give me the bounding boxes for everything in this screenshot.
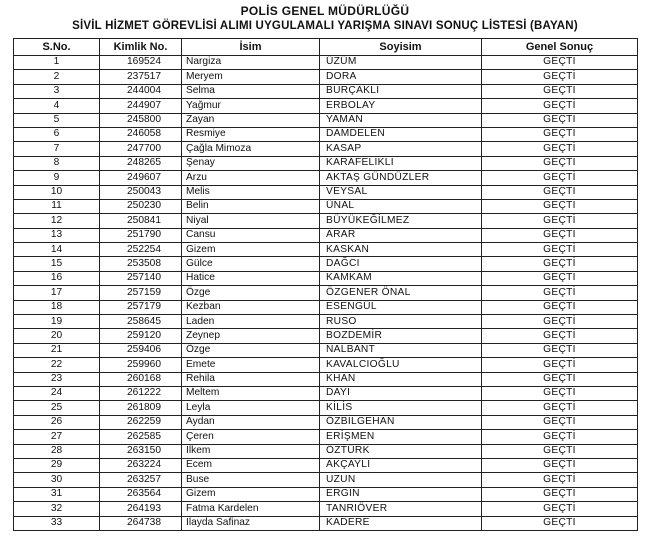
cell-genel-sonuc: GEÇTİ xyxy=(482,300,638,314)
cell-sno: 6 xyxy=(14,127,100,141)
cell-kimlik-no: 250230 xyxy=(100,199,182,213)
cell-sno: 16 xyxy=(14,271,100,285)
cell-soyisim: ÖZGENER ÖNAL xyxy=(320,286,482,300)
header-genel-sonuc: Genel Sonuç xyxy=(482,39,638,56)
table-row xyxy=(14,473,638,487)
cell-sno: 11 xyxy=(14,199,100,213)
header-isim: İsim xyxy=(182,39,320,56)
cell-sno: 23 xyxy=(14,372,100,386)
cell-genel-sonuc: GEÇTİ xyxy=(482,70,638,84)
cell-soyisim: ÖZTÜRK xyxy=(320,444,482,458)
cell-kimlik-no: 247700 xyxy=(100,142,182,156)
cell-kimlik-no: 250841 xyxy=(100,214,182,228)
cell-genel-sonuc: GEÇTİ xyxy=(482,401,638,415)
cell-sno: 13 xyxy=(14,228,100,242)
cell-sno: 29 xyxy=(14,458,100,472)
cell-soyisim: ERBOLAY xyxy=(320,99,482,113)
cell-sno: 7 xyxy=(14,142,100,156)
header-soyisim: Soyisim xyxy=(320,39,482,56)
cell-soyisim: KAMKAM xyxy=(320,271,482,285)
cell-soyisim: ÜNAL xyxy=(320,199,482,213)
cell-isim: Hatice xyxy=(182,271,320,285)
cell-kimlik-no: 251790 xyxy=(100,228,182,242)
cell-soyisim: BURÇAKLI xyxy=(320,84,482,98)
cell-isim: Çeren xyxy=(182,430,320,444)
table-header-row xyxy=(14,39,638,56)
cell-soyisim: DAMDELEN xyxy=(320,127,482,141)
table-row xyxy=(14,56,638,70)
table-row xyxy=(14,430,638,444)
cell-isim: Rehila xyxy=(182,372,320,386)
cell-genel-sonuc: GEÇTİ xyxy=(482,343,638,357)
table-row xyxy=(14,444,638,458)
table-row xyxy=(14,214,638,228)
cell-genel-sonuc: GEÇTİ xyxy=(482,199,638,213)
table-row xyxy=(14,257,638,271)
cell-genel-sonuc: GEÇTİ xyxy=(482,156,638,170)
cell-genel-sonuc: GEÇTİ xyxy=(482,271,638,285)
cell-kimlik-no: 244004 xyxy=(100,84,182,98)
cell-kimlik-no: 252254 xyxy=(100,243,182,257)
cell-isim: Gülce xyxy=(182,257,320,271)
cell-isim: Gizem xyxy=(182,487,320,501)
cell-soyisim: BÜYÜKEĞİLMEZ xyxy=(320,214,482,228)
table-body xyxy=(14,56,638,531)
cell-isim: Şenay xyxy=(182,156,320,170)
results-table xyxy=(13,38,638,531)
cell-genel-sonuc: GEÇTİ xyxy=(482,358,638,372)
cell-soyisim: AKÇAYLI xyxy=(320,458,482,472)
cell-genel-sonuc: GEÇTİ xyxy=(482,257,638,271)
cell-kimlik-no: 248265 xyxy=(100,156,182,170)
cell-soyisim: DAYI xyxy=(320,386,482,400)
table-row xyxy=(14,401,638,415)
cell-sno: 18 xyxy=(14,300,100,314)
cell-sno: 27 xyxy=(14,430,100,444)
cell-sno: 8 xyxy=(14,156,100,170)
cell-soyisim: KHAN xyxy=(320,372,482,386)
cell-soyisim: KASKAN xyxy=(320,243,482,257)
cell-kimlik-no: 259120 xyxy=(100,329,182,343)
table-row xyxy=(14,185,638,199)
cell-soyisim: DORA xyxy=(320,70,482,84)
cell-kimlik-no: 263224 xyxy=(100,458,182,472)
cell-kimlik-no: 237517 xyxy=(100,70,182,84)
cell-genel-sonuc: GEÇTİ xyxy=(482,444,638,458)
cell-genel-sonuc: GEÇTİ xyxy=(482,228,638,242)
table-row xyxy=(14,199,638,213)
cell-genel-sonuc: GEÇTİ xyxy=(482,171,638,185)
cell-sno: 25 xyxy=(14,401,100,415)
cell-genel-sonuc: GEÇTİ xyxy=(482,84,638,98)
cell-isim: Buse xyxy=(182,473,320,487)
cell-kimlik-no: 259406 xyxy=(100,343,182,357)
cell-soyisim: TANRIÖVER xyxy=(320,502,482,516)
table-row xyxy=(14,286,638,300)
cell-isim: Niyal xyxy=(182,214,320,228)
cell-genel-sonuc: GEÇTİ xyxy=(482,185,638,199)
cell-kimlik-no: 245800 xyxy=(100,113,182,127)
cell-sno: 15 xyxy=(14,257,100,271)
cell-isim: Zeynep xyxy=(182,329,320,343)
cell-soyisim: RUSO xyxy=(320,315,482,329)
cell-sno: 21 xyxy=(14,343,100,357)
table-row xyxy=(14,458,638,472)
cell-isim: İlayda Safinaz xyxy=(182,516,320,530)
cell-genel-sonuc: GEÇTİ xyxy=(482,142,638,156)
table-row xyxy=(14,343,638,357)
cell-soyisim: ÖZBİLGEHAN xyxy=(320,415,482,429)
cell-sno: 17 xyxy=(14,286,100,300)
cell-soyisim: ESENGÜL xyxy=(320,300,482,314)
cell-genel-sonuc: GEÇTİ xyxy=(482,458,638,472)
table-row xyxy=(14,156,638,170)
cell-soyisim: KADERE xyxy=(320,516,482,530)
header-kimlik-no: Kimlik No. xyxy=(100,39,182,56)
cell-kimlik-no: 257140 xyxy=(100,271,182,285)
cell-genel-sonuc: GEÇTİ xyxy=(482,99,638,113)
table-row xyxy=(14,228,638,242)
cell-soyisim: BOZDEMİR xyxy=(320,329,482,343)
cell-sno: 5 xyxy=(14,113,100,127)
cell-isim: Cansu xyxy=(182,228,320,242)
cell-isim: Kezban xyxy=(182,300,320,314)
cell-sno: 28 xyxy=(14,444,100,458)
table-row xyxy=(14,516,638,530)
cell-soyisim: YAMAN xyxy=(320,113,482,127)
cell-genel-sonuc: GEÇTİ xyxy=(482,329,638,343)
cell-sno: 9 xyxy=(14,171,100,185)
cell-genel-sonuc: GEÇTİ xyxy=(482,286,638,300)
table-row xyxy=(14,171,638,185)
cell-sno: 12 xyxy=(14,214,100,228)
cell-isim: Melis xyxy=(182,185,320,199)
cell-soyisim: ERGİN xyxy=(320,487,482,501)
cell-soyisim: NALBANT xyxy=(320,343,482,357)
cell-genel-sonuc: GEÇTİ xyxy=(482,516,638,530)
table-row xyxy=(14,300,638,314)
cell-genel-sonuc: GEÇTİ xyxy=(482,502,638,516)
table-row xyxy=(14,127,638,141)
cell-kimlik-no: 264193 xyxy=(100,502,182,516)
table-row xyxy=(14,70,638,84)
cell-kimlik-no: 264738 xyxy=(100,516,182,530)
cell-isim: Belin xyxy=(182,199,320,213)
table-row xyxy=(14,358,638,372)
cell-soyisim: KAVALCIOĞLU xyxy=(320,358,482,372)
cell-kimlik-no: 259960 xyxy=(100,358,182,372)
cell-soyisim: KİLİS xyxy=(320,401,482,415)
cell-isim: Selma xyxy=(182,84,320,98)
cell-isim: Leyla xyxy=(182,401,320,415)
cell-isim: Aydan xyxy=(182,415,320,429)
cell-genel-sonuc: GEÇTİ xyxy=(482,372,638,386)
table-row xyxy=(14,84,638,98)
document-header xyxy=(0,4,650,34)
cell-soyisim: ARAR xyxy=(320,228,482,242)
table-row xyxy=(14,315,638,329)
cell-isim: Gizem xyxy=(182,243,320,257)
cell-isim: Meltem xyxy=(182,386,320,400)
cell-kimlik-no: 262585 xyxy=(100,430,182,444)
table-row xyxy=(14,113,638,127)
cell-sno: 32 xyxy=(14,502,100,516)
cell-kimlik-no: 257159 xyxy=(100,286,182,300)
cell-sno: 30 xyxy=(14,473,100,487)
cell-kimlik-no: 250043 xyxy=(100,185,182,199)
cell-isim: İlkem xyxy=(182,444,320,458)
table-row xyxy=(14,415,638,429)
table-row xyxy=(14,243,638,257)
cell-isim: Emete xyxy=(182,358,320,372)
cell-isim: Nargiza xyxy=(182,56,320,70)
cell-genel-sonuc: GEÇTİ xyxy=(482,430,638,444)
cell-soyisim: KASAP xyxy=(320,142,482,156)
cell-genel-sonuc: GEÇTİ xyxy=(482,415,638,429)
cell-soyisim: KARAFELİKLİ xyxy=(320,156,482,170)
cell-kimlik-no: 244907 xyxy=(100,99,182,113)
table-row xyxy=(14,142,638,156)
cell-sno: 26 xyxy=(14,415,100,429)
table-row xyxy=(14,487,638,501)
cell-kimlik-no: 257179 xyxy=(100,300,182,314)
cell-kimlik-no: 263257 xyxy=(100,473,182,487)
cell-sno: 1 xyxy=(14,56,100,70)
cell-genel-sonuc: GEÇTİ xyxy=(482,113,638,127)
table-row xyxy=(14,329,638,343)
cell-genel-sonuc: GEÇTİ xyxy=(482,56,638,70)
cell-genel-sonuc: GEÇTİ xyxy=(482,473,638,487)
cell-isim: Ecem xyxy=(182,458,320,472)
cell-genel-sonuc: GEÇTİ xyxy=(482,315,638,329)
cell-isim: Yağmur xyxy=(182,99,320,113)
cell-sno: 14 xyxy=(14,243,100,257)
cell-genel-sonuc: GEÇTİ xyxy=(482,214,638,228)
cell-isim: Laden xyxy=(182,315,320,329)
page-title: POLİS GENEL MÜDÜRLÜĞÜ xyxy=(240,4,410,18)
header-sno: S.No. xyxy=(14,39,100,56)
cell-kimlik-no: 249607 xyxy=(100,171,182,185)
cell-sno: 19 xyxy=(14,315,100,329)
page-subtitle: SİVİL HİZMET GÖREVLİSİ ALIMI UYGULAMALI YARIŞMA SINAVI SONUÇ LİSTESİ (BAYAN) xyxy=(72,20,578,32)
cell-kimlik-no: 169524 xyxy=(100,56,182,70)
cell-isim: Özge xyxy=(182,343,320,357)
cell-sno: 24 xyxy=(14,386,100,400)
cell-genel-sonuc: GEÇTİ xyxy=(482,487,638,501)
cell-soyisim: VEYSAL xyxy=(320,185,482,199)
cell-soyisim: UZUN xyxy=(320,473,482,487)
cell-sno: 22 xyxy=(14,358,100,372)
cell-kimlik-no: 262259 xyxy=(100,415,182,429)
cell-kimlik-no: 261222 xyxy=(100,386,182,400)
cell-isim: Fatma Kardelen xyxy=(182,502,320,516)
cell-soyisim: ERİŞMEN xyxy=(320,430,482,444)
table-row xyxy=(14,386,638,400)
cell-kimlik-no: 263564 xyxy=(100,487,182,501)
cell-isim: Özge xyxy=(182,286,320,300)
cell-kimlik-no: 258645 xyxy=(100,315,182,329)
table-row xyxy=(14,372,638,386)
cell-genel-sonuc: GEÇTİ xyxy=(482,243,638,257)
cell-genel-sonuc: GEÇTİ xyxy=(482,127,638,141)
cell-isim: Resmiye xyxy=(182,127,320,141)
cell-sno: 31 xyxy=(14,487,100,501)
cell-kimlik-no: 261809 xyxy=(100,401,182,415)
cell-kimlik-no: 246058 xyxy=(100,127,182,141)
cell-sno: 20 xyxy=(14,329,100,343)
cell-kimlik-no: 263150 xyxy=(100,444,182,458)
table-row xyxy=(14,271,638,285)
table-row xyxy=(14,502,638,516)
table-row xyxy=(14,99,638,113)
cell-genel-sonuc: GEÇTİ xyxy=(482,386,638,400)
cell-soyisim: DAĞCI xyxy=(320,257,482,271)
cell-kimlik-no: 253508 xyxy=(100,257,182,271)
cell-soyisim: ÜZÜM xyxy=(320,56,482,70)
cell-isim: Çağla Mimoza xyxy=(182,142,320,156)
cell-sno: 4 xyxy=(14,99,100,113)
cell-isim: Zayan xyxy=(182,113,320,127)
cell-isim: Meryem xyxy=(182,70,320,84)
cell-sno: 3 xyxy=(14,84,100,98)
cell-sno: 2 xyxy=(14,70,100,84)
cell-kimlik-no: 260168 xyxy=(100,372,182,386)
cell-sno: 10 xyxy=(14,185,100,199)
cell-sno: 33 xyxy=(14,516,100,530)
cell-isim: Arzu xyxy=(182,171,320,185)
cell-soyisim: AKTAŞ GÜNDÜZLER xyxy=(320,171,482,185)
